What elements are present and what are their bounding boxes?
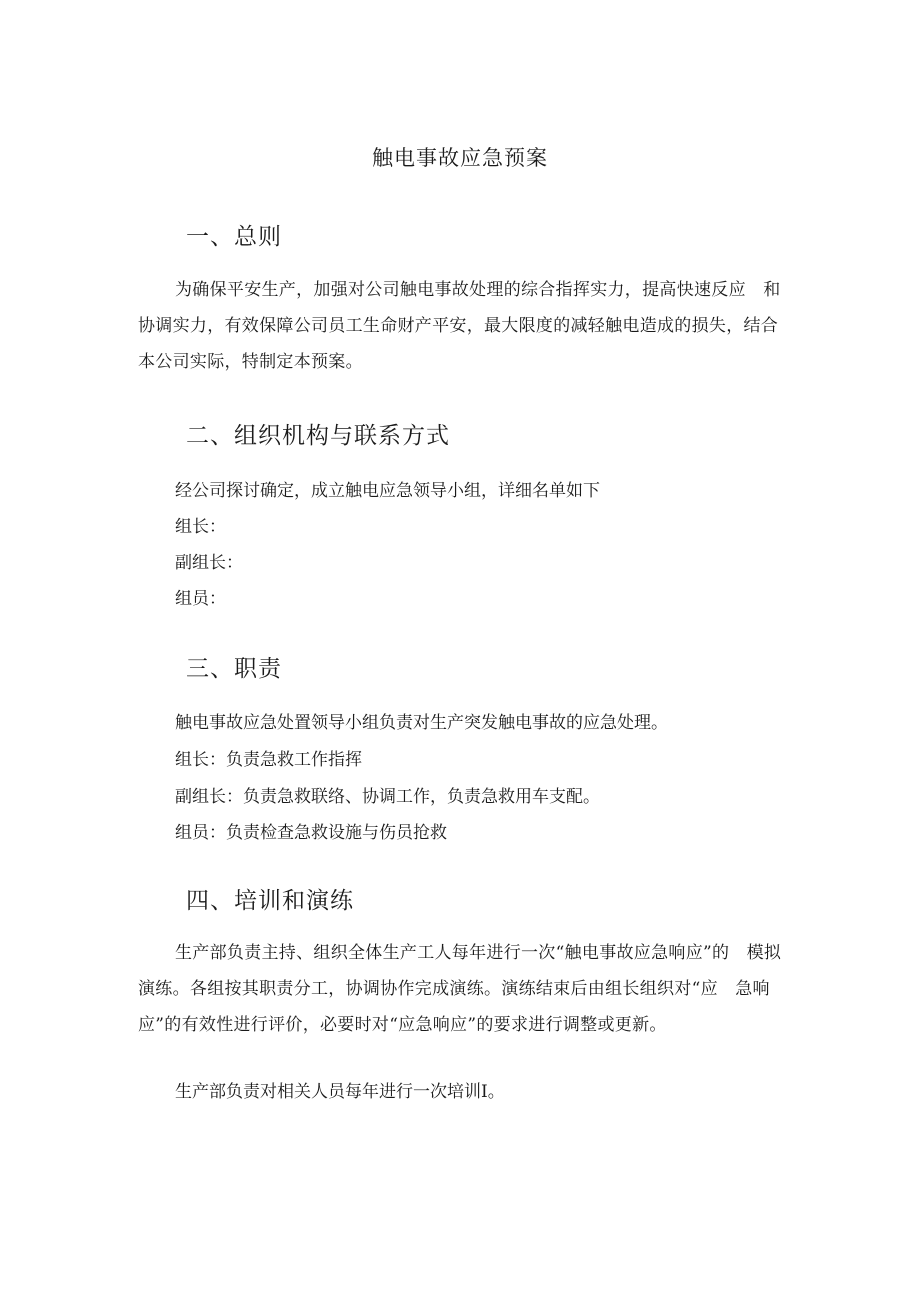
section-3-members: 组员：负责检查急救设施与伤员抢救 — [175, 823, 447, 843]
section-2-members: 组员： — [175, 589, 226, 609]
document-title: 触电事故应急预案 — [372, 146, 548, 170]
section-3-leader: 组长：负责急救工作指挥 — [175, 750, 362, 770]
section-2-intro: 经公司探讨确定，成立触电应急领导小组，详细名单如下 — [175, 481, 600, 501]
section-1-paragraph: 为确保平安生产，加强对公司触电事故处理的综合指挥实力，提高快速反应 和协调实力，有效保障公司员工生命财产平安，最大限度的减轻触电造成的损失，结合本公司实际，特制定本预案。 — [138, 280, 781, 372]
section-3-deputy: 副组长：负责急救联络、协调工作，负责急救用车支配。 — [175, 787, 600, 807]
section-2-deputy: 副组长： — [175, 553, 243, 573]
section-4-paragraph: 生产部负责主持、组织全体生产工人每年进行一次“触电事故应急响应”的 模拟演练。各组按其职责分工，协调协作完成演练。演练结束后由组长组织对“应 急响应”的有效性进行评价，必要时对“应急响应”的要求进行调整或更新。 — [138, 943, 782, 1035]
section-4-last-line: 生产部负责对相关人员每年进行一次培训I。 — [175, 1082, 505, 1102]
section-3-intro: 触电事故应急处置领导小组负责对生产突发触电事故的应急处理。 — [175, 713, 668, 733]
section-3-heading: 三、职责 — [186, 656, 282, 682]
section-1-heading: 一、总则 — [186, 224, 282, 250]
section-2-heading: 二、组织机构与联系方式 — [186, 423, 450, 449]
section-2-leader: 组长： — [175, 517, 226, 537]
section-4-heading: 四、培训和演练 — [186, 888, 354, 914]
